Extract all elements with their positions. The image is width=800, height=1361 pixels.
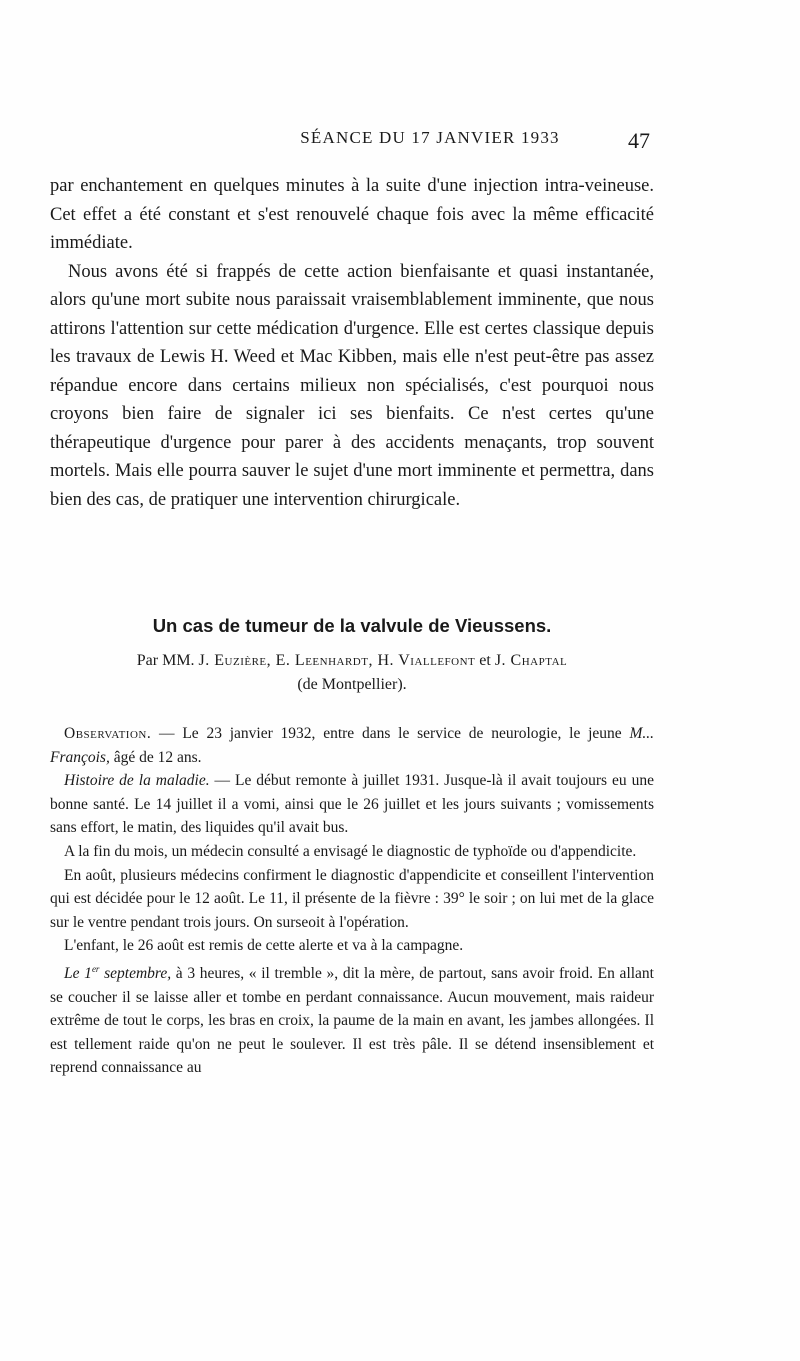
authors-prefix: Par MM.	[136, 652, 199, 669]
authors-names: J. Euzière, E. Leenhardt, H. Viallefont	[198, 652, 476, 669]
case-report	[50, 722, 654, 1080]
case-paragraph: En août, plusieurs médecins confirment le diagnostic d'appendicite et conseillent l'intervention qui est décidée pour le 12 août. Le 11, il présente de la fièvre : 39° le soir ; on lui met de la glace sur le ventre pendant trois jours. On surseoit à l'opération.	[50, 866, 654, 931]
header-title: SÉANCE DU 17 JANVIER 1933	[300, 128, 560, 147]
history-paragraph: Histoire de la maladie. — Le début remonte à juillet 1931. Jusque-là il avait toujours eu une bonne santé. Le 14 juillet il a vomi, ainsi que le 26 juillet et les jours suivants ; vomissements sans effort, le matin, des liquides qu'il avait bus.	[50, 772, 654, 837]
date-label: Le 1er septembre,	[64, 963, 172, 983]
page-number: 47	[628, 128, 650, 153]
observation-label: Observation.	[64, 725, 152, 742]
authors-last: J. Chaptal	[494, 652, 568, 669]
authors-and: et	[475, 652, 495, 669]
history-label: Histoire de la maladie.	[64, 772, 210, 790]
case-paragraph: A la fin du mois, un médecin consulté a envisagé le diagnostic de typhoïde ou d'appendicite.	[64, 842, 637, 860]
case-paragraph-last: Le 1er septembre, à 3 heures, « il tremble », dit la mère, de partout, sans avoir froid. En allant se coucher il se laisse aller et tombe en perdant connaissance. Aucun mouvement, mais raideur extrême de tout le corps, les bras en croix, la paume de la main en avant, les jambes allongées. Il est tellement raide qu'on ne peut le soulever. Il est très pâle. Il se détend insensiblement et reprend connaissance au	[50, 963, 654, 1077]
observation-paragraph: Observation. — Le 23 janvier 1932, entre dans le service de neurologie, le jeune M... François, âgé de 12 ans.	[50, 725, 655, 766]
intro-paragraph-2: Nous avons été si frappés de cette action bienfaisante et quasi instantanée, alors qu'une mort subite nous paraissait vraisemblablement imminente, que nous attirons l'attention sur cette médication d'urgence. Elle est certes classique depuis les travaux de Lewis H. Weed et Mac Kibben, mais elle n'est peut-être pas assez répandue encore dans certains milieux non spécialisés, c'est pourquoi nous croyons bien faire de signaler ici ses bienfaits. Ce n'est certes qu'une thérapeutique d'urgence pour parer à des accidents menaçants, trop souvent mortels. Mais elle pourra sauver le sujet d'une mort imminente et permettra, dans bien des cas, de pratiquer une intervention chirurgicale.	[50, 261, 654, 510]
article-authors	[50, 649, 654, 697]
case-paragraph: L'enfant, le 26 août est remis de cette alerte et va à la campagne.	[64, 937, 464, 955]
affiliation: (de Montpellier).	[297, 676, 407, 693]
patient-name: M... François,	[50, 725, 655, 766]
article-title: Un cas de tumeur de la valvule de Vieussens.	[152, 615, 552, 636]
intro-text	[50, 172, 654, 514]
authors-line	[50, 649, 654, 673]
running-header	[150, 128, 650, 162]
intro-paragraph-1: par enchantement en quelques minutes à la suite d'une injection intra-veineuse. Cet effet a été constant et s'est renouvelé chaque fois avec la même efficacité immédiate.	[50, 176, 654, 253]
